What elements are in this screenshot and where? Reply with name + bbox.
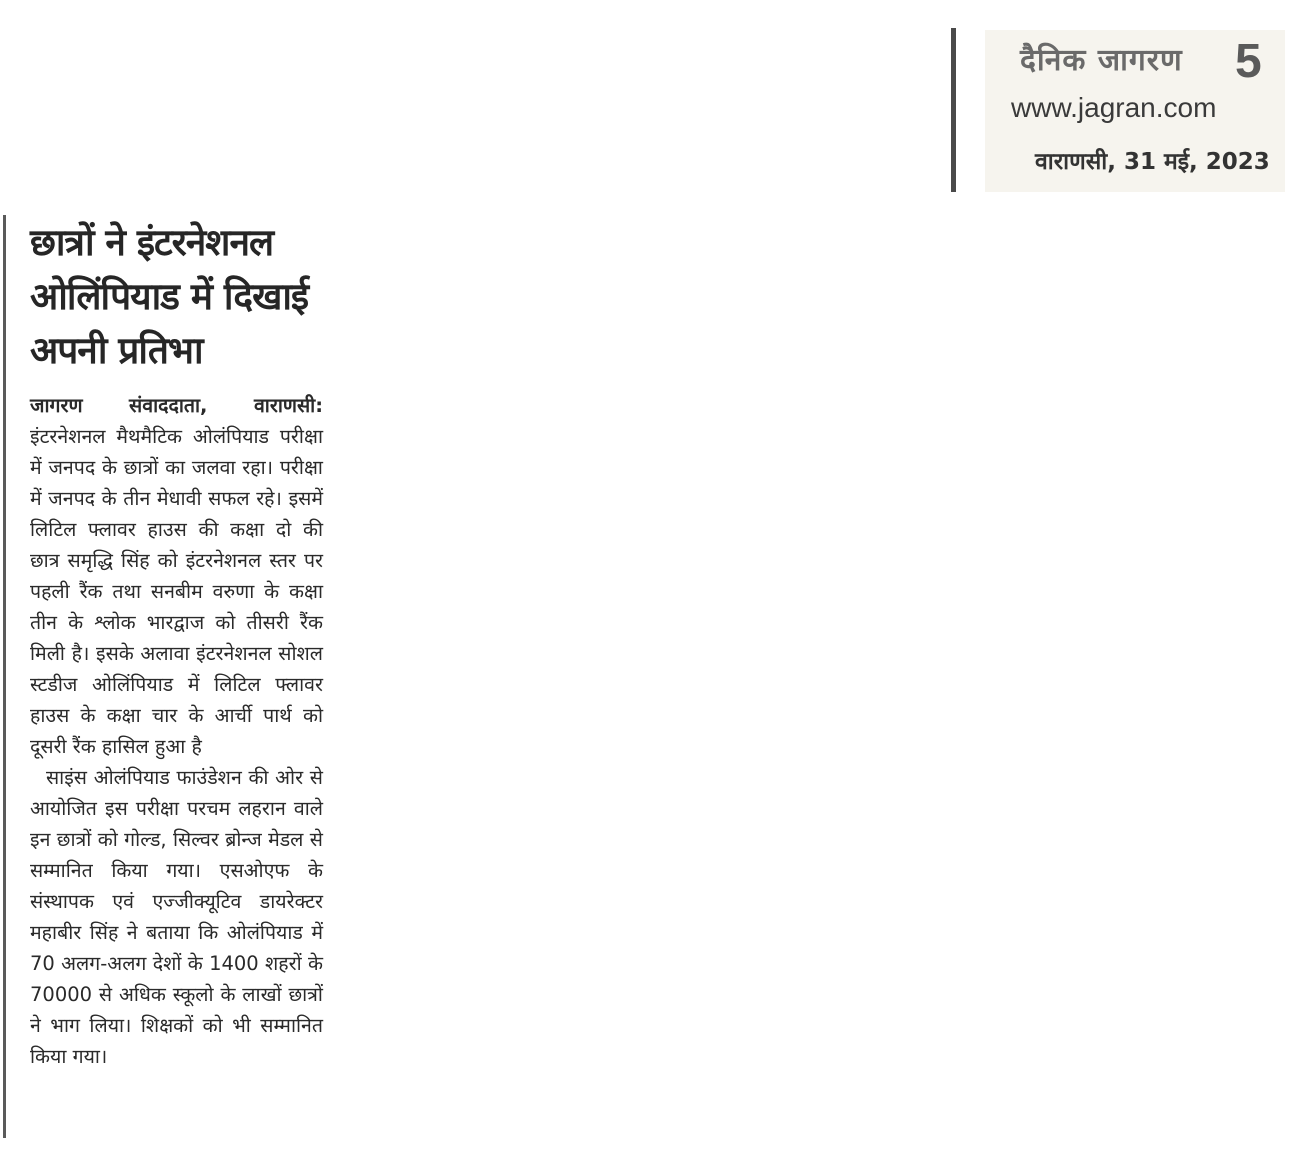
newspaper-name: दैनिक जागरण [1020, 43, 1183, 78]
dateline: वाराणसी, 31 मई, 2023 [1035, 149, 1270, 175]
paragraph-1-text: इंटरनेशनल मैथमैटिक ओलंपियाड परीक्षा में जनपद के छात्रों का जलवा रहा। परीक्षा में जनपद के तीन मेधावी सफल रहे। इसमें लिटिल फ्लावर हाउस की कक्षा दो की छात्र समृद्धि सिंह को इंटरनेशनल स्तर पर पहली रैंक तथा सनबीम वरुणा के कक्षा तीन के श्लोक भारद्वाज को तीसरी रैंक मिली है। इसके अलावा इंटरनेशनल सोशल स्टडीज ओलिंपियाड में लिटिल फ्लावर हाउस के कक्षा चार के आर्ची पार्थ को दूसरी रैंक हासिल हुआ है [30, 425, 323, 758]
news-article [30, 216, 323, 1072]
masthead [985, 30, 1285, 192]
article-paragraph-1 [30, 390, 323, 762]
column-divider [3, 215, 6, 1138]
article-paragraph-2: साइंस ओलंपियाड फाउंडेशन की ओर से आयोजित इस परीक्षा परचम लहरान वाले इन छात्रों को गोल्ड, सिल्वर ब्रोन्ज मेडल से सम्मानित किया गया। एसओएफ के संस्थापक एवं एज्जीक्यूटिव डायरेक्टर महाबीर सिंह ने बताया कि ओलंपियाड में 70 अलग-अलग देशों के 1400 शहरों के 70000 से अधिक स्कूलो के लाखों छात्रों ने भाग लिया। शिक्षकों को भी सम्मानित किया गया। [30, 766, 323, 1068]
article-byline: जागरण संवाददाता, वाराणसी: [30, 394, 323, 417]
website-link: www.jagran.com [1011, 92, 1217, 123]
page-number: 5 [1235, 35, 1262, 88]
article-headline: छात्रों ने इंटरनेशनल ओलिंपियाड में दिखाई अपनी प्रतिभा [30, 221, 309, 372]
masthead-divider [951, 28, 956, 192]
